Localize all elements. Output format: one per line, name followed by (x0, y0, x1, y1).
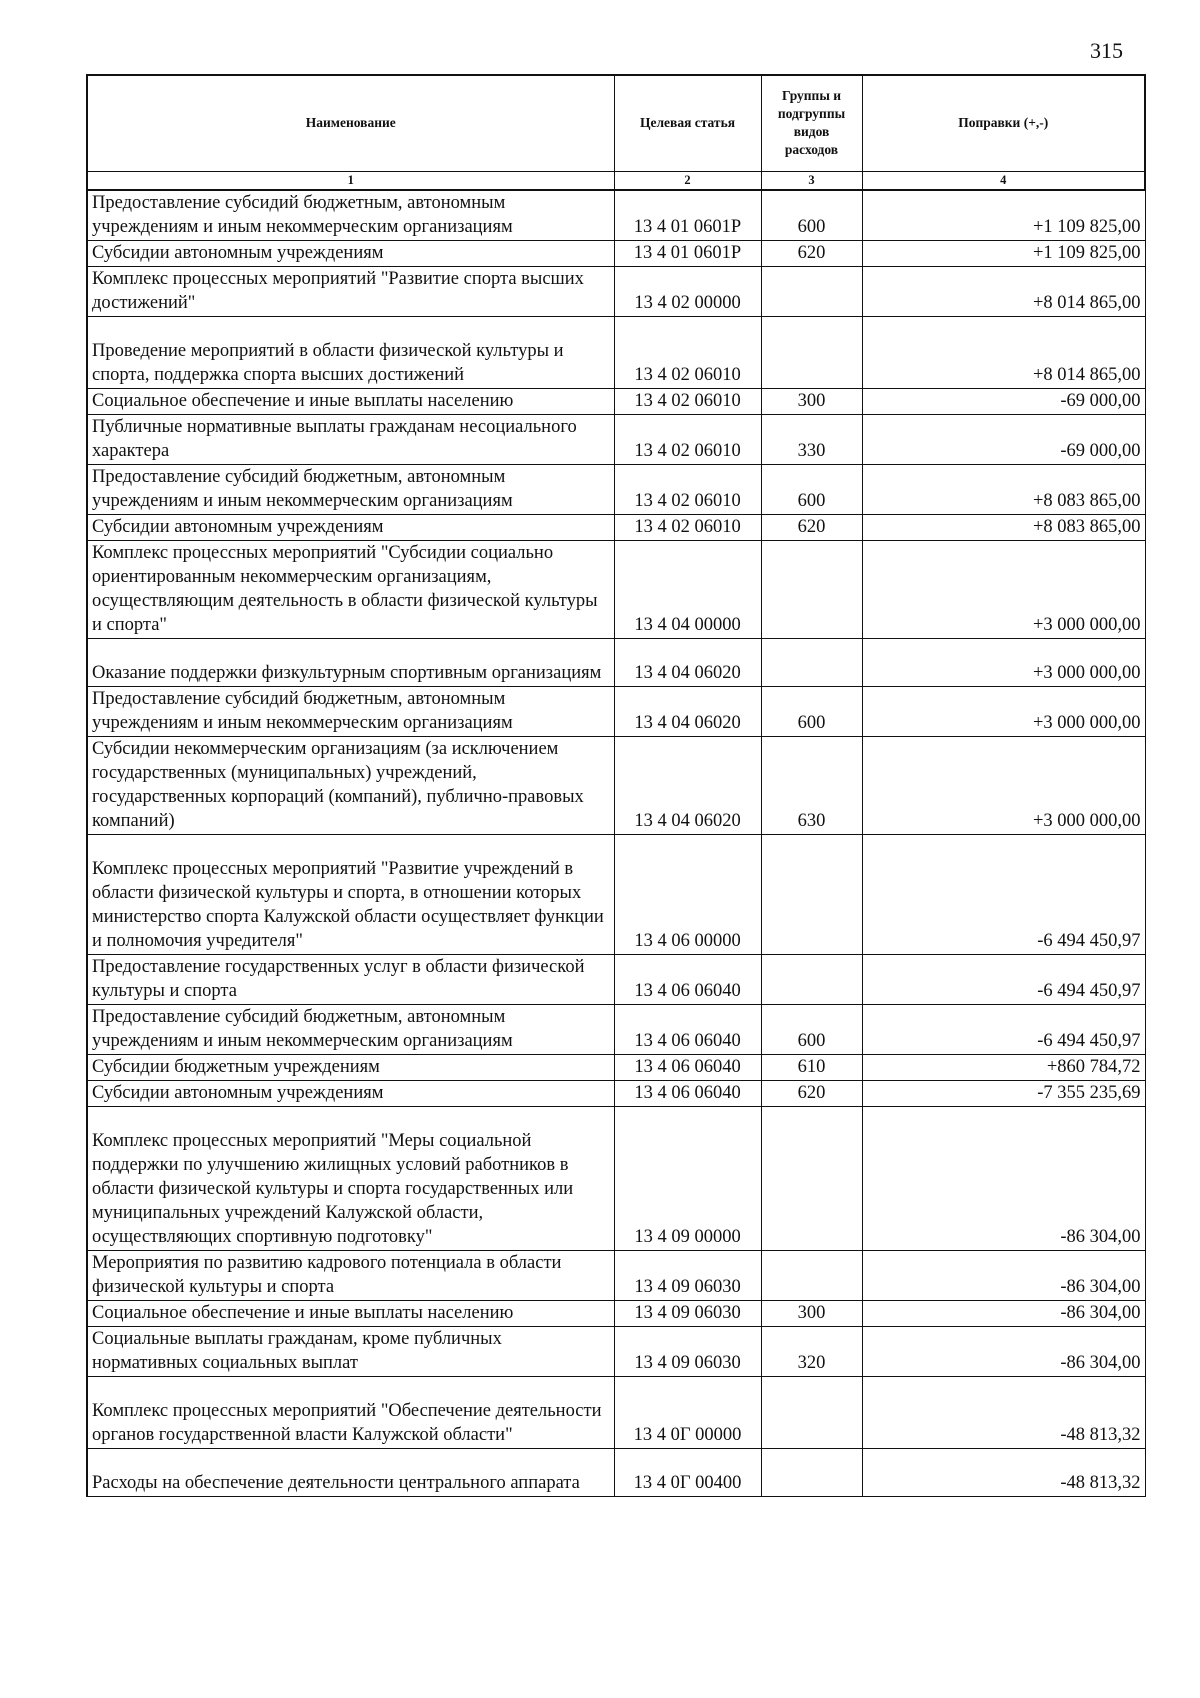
row-target-code: 13 4 02 06010 (614, 389, 761, 415)
row-amount: +8 014 865,00 (862, 267, 1145, 317)
row-amount: -86 304,00 (862, 1301, 1145, 1327)
row-target-code: 13 4 01 0601P (614, 241, 761, 267)
row-amount: +3 000 000,00 (862, 737, 1145, 835)
row-amount: -48 813,32 (862, 1449, 1145, 1497)
row-expense-group: 320 (761, 1327, 862, 1377)
column-number: 1 (87, 172, 614, 191)
page-number: 315 (1090, 38, 1123, 63)
row-expense-group (761, 1107, 862, 1251)
table-row (87, 541, 1145, 639)
row-target-code: 13 4 06 06040 (614, 1081, 761, 1107)
row-amount: +3 000 000,00 (862, 639, 1145, 687)
column-number: 3 (761, 172, 862, 191)
row-target-code: 13 4 04 06020 (614, 737, 761, 835)
column-number: 2 (614, 172, 761, 191)
row-expense-group (761, 1377, 862, 1449)
row-name: Субсидии автономным учреждениям (87, 1081, 614, 1107)
table-row (87, 1107, 1145, 1251)
row-expense-group: 620 (761, 1081, 862, 1107)
table-row (87, 1449, 1145, 1497)
row-name: Расходы на обеспечение деятельности центрального аппарата (87, 1449, 614, 1497)
row-expense-group: 600 (761, 465, 862, 515)
row-name: Социальное обеспечение и иные выплаты населению (87, 389, 614, 415)
row-amount: -7 355 235,69 (862, 1081, 1145, 1107)
row-expense-group (761, 639, 862, 687)
table-row (87, 317, 1145, 389)
row-name: Комплекс процессных мероприятий "Меры социальной поддержки по улучшению жилищных условий работников в области физической культуры и спорта государственных или муниципальных учреждений Калужской области, осуществляющих спортивную подготовку" (87, 1107, 614, 1251)
row-target-code: 13 4 09 06030 (614, 1251, 761, 1301)
row-target-code: 13 4 09 06030 (614, 1327, 761, 1377)
row-amount: +1 109 825,00 (862, 241, 1145, 267)
row-expense-group: 330 (761, 415, 862, 465)
row-expense-group: 630 (761, 737, 862, 835)
table-row (87, 389, 1145, 415)
row-amount: -6 494 450,97 (862, 835, 1145, 955)
row-amount: -6 494 450,97 (862, 1005, 1145, 1055)
row-target-code: 13 4 02 00000 (614, 267, 761, 317)
row-expense-group (761, 541, 862, 639)
table-row (87, 241, 1145, 267)
row-amount: -48 813,32 (862, 1377, 1145, 1449)
table-row (87, 955, 1145, 1005)
row-name: Предоставление государственных услуг в области физической культуры и спорта (87, 955, 614, 1005)
row-target-code: 13 4 09 06030 (614, 1301, 761, 1327)
row-target-code: 13 4 0Г 00000 (614, 1377, 761, 1449)
table-row (87, 1055, 1145, 1081)
row-expense-group (761, 835, 862, 955)
table-row (87, 1005, 1145, 1055)
row-amount: -69 000,00 (862, 389, 1145, 415)
row-expense-group: 600 (761, 190, 862, 241)
row-name: Комплекс процессных мероприятий "Обеспечение деятельности органов государственной власти Калужской области" (87, 1377, 614, 1449)
table-row (87, 737, 1145, 835)
row-name: Мероприятия по развитию кадрового потенциала в области физической культуры и спорта (87, 1251, 614, 1301)
row-amount: +1 109 825,00 (862, 190, 1145, 241)
row-expense-group (761, 955, 862, 1005)
row-amount: -69 000,00 (862, 415, 1145, 465)
row-amount: +8 083 865,00 (862, 465, 1145, 515)
table-row (87, 687, 1145, 737)
row-target-code: 13 4 06 06040 (614, 1005, 761, 1055)
table-body (87, 190, 1145, 1497)
row-target-code: 13 4 02 06010 (614, 465, 761, 515)
row-amount: +3 000 000,00 (862, 541, 1145, 639)
column-number: 4 (862, 172, 1145, 191)
row-name: Предоставление субсидий бюджетным, автономным учреждениям и иным некоммерческим организациям (87, 190, 614, 241)
table-row (87, 1301, 1145, 1327)
row-amount: +3 000 000,00 (862, 687, 1145, 737)
row-amount: +8 083 865,00 (862, 515, 1145, 541)
table-row (87, 1251, 1145, 1301)
row-expense-group: 600 (761, 1005, 862, 1055)
row-expense-group: 300 (761, 389, 862, 415)
row-name: Комплекс процессных мероприятий "Развитие спорта высших достижений" (87, 267, 614, 317)
row-name: Социальные выплаты гражданам, кроме публичных нормативных социальных выплат (87, 1327, 614, 1377)
header-group: Группы и подгруппы видов расходов (761, 75, 862, 172)
row-name: Предоставление субсидий бюджетным, автономным учреждениям и иным некоммерческим организациям (87, 1005, 614, 1055)
row-name: Комплекс процессных мероприятий "Субсидии социально ориентированным некоммерческим организациям, осуществляющим деятельность в области физической культуры и спорта" (87, 541, 614, 639)
header-code: Целевая статья (614, 75, 761, 172)
column-number-row (87, 172, 1145, 191)
row-target-code: 13 4 06 06040 (614, 955, 761, 1005)
row-expense-group (761, 267, 862, 317)
table-row (87, 267, 1145, 317)
row-name: Предоставление субсидий бюджетным, автономным учреждениям и иным некоммерческим организациям (87, 465, 614, 515)
table-row (87, 1327, 1145, 1377)
table-row (87, 1081, 1145, 1107)
table-row (87, 835, 1145, 955)
row-expense-group: 620 (761, 515, 862, 541)
row-expense-group (761, 1251, 862, 1301)
row-expense-group: 610 (761, 1055, 862, 1081)
row-target-code: 13 4 06 06040 (614, 1055, 761, 1081)
row-name: Комплекс процессных мероприятий "Развитие учреждений в области физической культуры и спорта, в отношении которых министерство спорта Калужской области осуществляет функции и полномочия учредителя" (87, 835, 614, 955)
table-row (87, 1377, 1145, 1449)
table-row (87, 415, 1145, 465)
row-amount: +860 784,72 (862, 1055, 1145, 1081)
row-name: Оказание поддержки физкультурным спортивным организациям (87, 639, 614, 687)
row-expense-group: 600 (761, 687, 862, 737)
row-target-code: 13 4 04 06020 (614, 687, 761, 737)
row-name: Предоставление субсидий бюджетным, автономным учреждениям и иным некоммерческим организациям (87, 687, 614, 737)
table-row (87, 639, 1145, 687)
table-row (87, 465, 1145, 515)
row-name: Субсидии автономным учреждениям (87, 515, 614, 541)
row-expense-group: 620 (761, 241, 862, 267)
row-expense-group (761, 1449, 862, 1497)
row-name: Субсидии некоммерческим организациям (за исключением государственных (муниципальных) учреждений, государственных корпораций (компаний), публично-правовых компаний) (87, 737, 614, 835)
row-target-code: 13 4 01 0601P (614, 190, 761, 241)
row-name: Социальное обеспечение и иные выплаты населению (87, 1301, 614, 1327)
table-row (87, 515, 1145, 541)
header-amount: Поправки (+,-) (862, 75, 1145, 172)
row-target-code: 13 4 02 06010 (614, 317, 761, 389)
row-amount: -6 494 450,97 (862, 955, 1145, 1005)
row-target-code: 13 4 02 06010 (614, 415, 761, 465)
row-amount: +8 014 865,00 (862, 317, 1145, 389)
row-name: Проведение мероприятий в области физической культуры и спорта, поддержка спорта высших достижений (87, 317, 614, 389)
row-name: Субсидии бюджетным учреждениям (87, 1055, 614, 1081)
row-target-code: 13 4 0Г 00400 (614, 1449, 761, 1497)
budget-amendments-table (86, 74, 1146, 1497)
row-expense-group (761, 317, 862, 389)
table-row (87, 190, 1145, 241)
row-target-code: 13 4 02 06010 (614, 515, 761, 541)
row-amount: -86 304,00 (862, 1327, 1145, 1377)
row-target-code: 13 4 04 06020 (614, 639, 761, 687)
row-amount: -86 304,00 (862, 1107, 1145, 1251)
header-name: Наименование (87, 75, 614, 172)
row-target-code: 13 4 04 00000 (614, 541, 761, 639)
table-header-row (87, 75, 1145, 172)
row-target-code: 13 4 09 00000 (614, 1107, 761, 1251)
row-name: Субсидии автономным учреждениям (87, 241, 614, 267)
row-amount: -86 304,00 (862, 1251, 1145, 1301)
row-name: Публичные нормативные выплаты гражданам несоциального характера (87, 415, 614, 465)
row-expense-group: 300 (761, 1301, 862, 1327)
row-target-code: 13 4 06 00000 (614, 835, 761, 955)
